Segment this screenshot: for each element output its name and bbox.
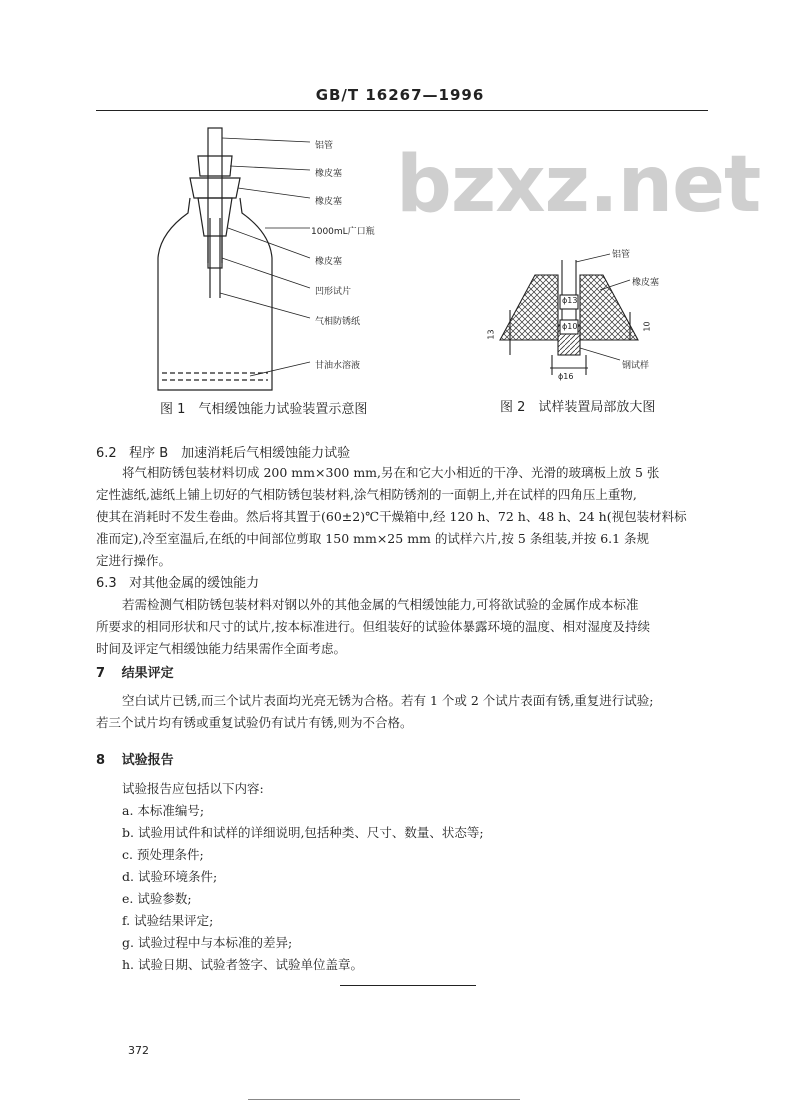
paragraph-line: 若三个试片均有锈或重复试验仍有试片有锈,则为不合格。 [96, 715, 413, 730]
list-item: c. 预处理条件; [122, 847, 204, 862]
standard-number: GB/T 16267—1996 [315, 86, 485, 104]
label-stopper-3: 橡皮塞 [315, 257, 343, 267]
label-stopper-2: 橡皮塞 [315, 197, 343, 207]
paragraph-line: 定性滤纸,滤纸上铺上切好的气相防锈包装材料,涂气相防锈剂的一面朝上,并在试样的四角压上重物, [96, 487, 637, 502]
stopper-top [198, 156, 232, 176]
figure-2-caption: 图 2 试样装置局部放大图 [500, 400, 656, 415]
section-number: 6.2 [96, 446, 117, 461]
list-item: a. 本标准编号; [122, 803, 205, 818]
section-number: 8 [96, 753, 106, 768]
figure-1-diagram [140, 118, 440, 403]
section-7-heading [96, 662, 174, 681]
section-6-3-heading [96, 572, 259, 591]
header-rule [96, 110, 708, 111]
label-vci-paper: 气相防锈纸 [315, 317, 361, 327]
page-number: 372 [128, 1044, 149, 1057]
list-item: g. 试验过程中与本标准的差异; [122, 935, 293, 950]
watermark: bzxz.net [396, 140, 761, 230]
fig2-label-tube: 铝管 [612, 250, 631, 260]
section-6-2-body [96, 462, 716, 572]
fig2-label-steel: 钢试样 [622, 361, 650, 371]
list-item: b. 试验用试件和试样的详细说明,包括种类、尺寸、数量、状态等; [122, 825, 484, 840]
section-title: 试验报告 [121, 753, 174, 768]
section-6-3-body [96, 594, 716, 660]
fig2-dim-d10: ϕ10 [562, 322, 578, 331]
label-glycerol: 甘油水溶液 [315, 361, 361, 371]
list-intro: 试验报告应包括以下内容: [122, 781, 264, 796]
fig2-dim-h13: 13 [486, 329, 496, 340]
paragraph-line: 使其在消耗时不发生卷曲。然后将其置于(60±2)℃干燥箱中,经 120 h、72 h、48 h、24 h(视包装材料标 [96, 509, 687, 524]
section-number: 6.3 [96, 576, 117, 591]
section-title: 程序 B 加速消耗后气相缓蚀能力试验 [129, 446, 351, 461]
label-aluminium-tube: 铝管 [315, 141, 334, 151]
paragraph-line: 所要求的相同形状和尺寸的试片,按本标准进行。但组装好的试验体暴露环境的温度、相对湿度及持续 [96, 619, 650, 634]
paragraph-line: 准而定),冷至室温后,在纸的中间部位剪取 150 mm×25 mm 的试样六片,按 5 条组装,并按 6.1 条规 [96, 531, 650, 546]
list-item: h. 试验日期、试验者签字、试验单位盖章。 [122, 957, 363, 972]
figure-1-caption: 图 1 气相缓蚀能力试验装置示意图 [160, 402, 368, 417]
label-bottle: 1000mL广口瓶 [311, 227, 375, 237]
stopper-middle [190, 178, 240, 198]
wide-mouth-bottle [158, 198, 272, 390]
list-item: d. 试验环境条件; [122, 869, 218, 884]
section-title: 对其他金属的缓蚀能力 [129, 576, 260, 591]
figure-2-diagram [480, 250, 680, 390]
paragraph-line: 空白试片已锈,而三个试片表面均光亮无锈为合格。若有 1 个或 2 个试片表面有锈,重复进行试验; [122, 693, 654, 708]
section-title: 结果评定 [121, 666, 174, 681]
list-item: e. 试验参数; [122, 891, 192, 906]
paragraph-line: 定进行操作。 [96, 553, 172, 568]
section-number: 7 [96, 666, 106, 681]
stopper-neck [198, 198, 232, 236]
fig2-dim-d16: ϕ16 [558, 372, 574, 381]
bottom-rule [248, 1099, 520, 1100]
paragraph-line: 时间及评定气相缓蚀能力结果需作全面考虑。 [96, 641, 347, 656]
report-contents-list [122, 778, 712, 976]
stopper-left-section [500, 275, 558, 340]
stopper-right-section [580, 275, 638, 340]
fig2-dim-h10: 10 [642, 321, 652, 332]
section-6-2-heading [96, 442, 350, 461]
label-stopper-1: 橡皮塞 [315, 169, 343, 179]
list-item: f. 试验结果评定; [122, 913, 214, 928]
section-7-body [96, 690, 716, 734]
end-rule [340, 985, 476, 986]
label-concave-specimen: 凹形试片 [315, 287, 352, 297]
fig2-label-stopper: 橡皮塞 [632, 278, 660, 288]
fig2-dim-d13: ϕ13 [562, 296, 578, 305]
paragraph-line: 将气相防锈包装材料切成 200 mm×300 mm,另在和它大小相近的干净、光滑的玻璃板上放 5 张 [122, 465, 660, 480]
section-8-heading [96, 749, 174, 768]
paragraph-line: 若需检测气相防锈包装材料对钢以外的其他金属的气相缓蚀能力,可将欲试验的金属作成本标准 [122, 597, 639, 612]
